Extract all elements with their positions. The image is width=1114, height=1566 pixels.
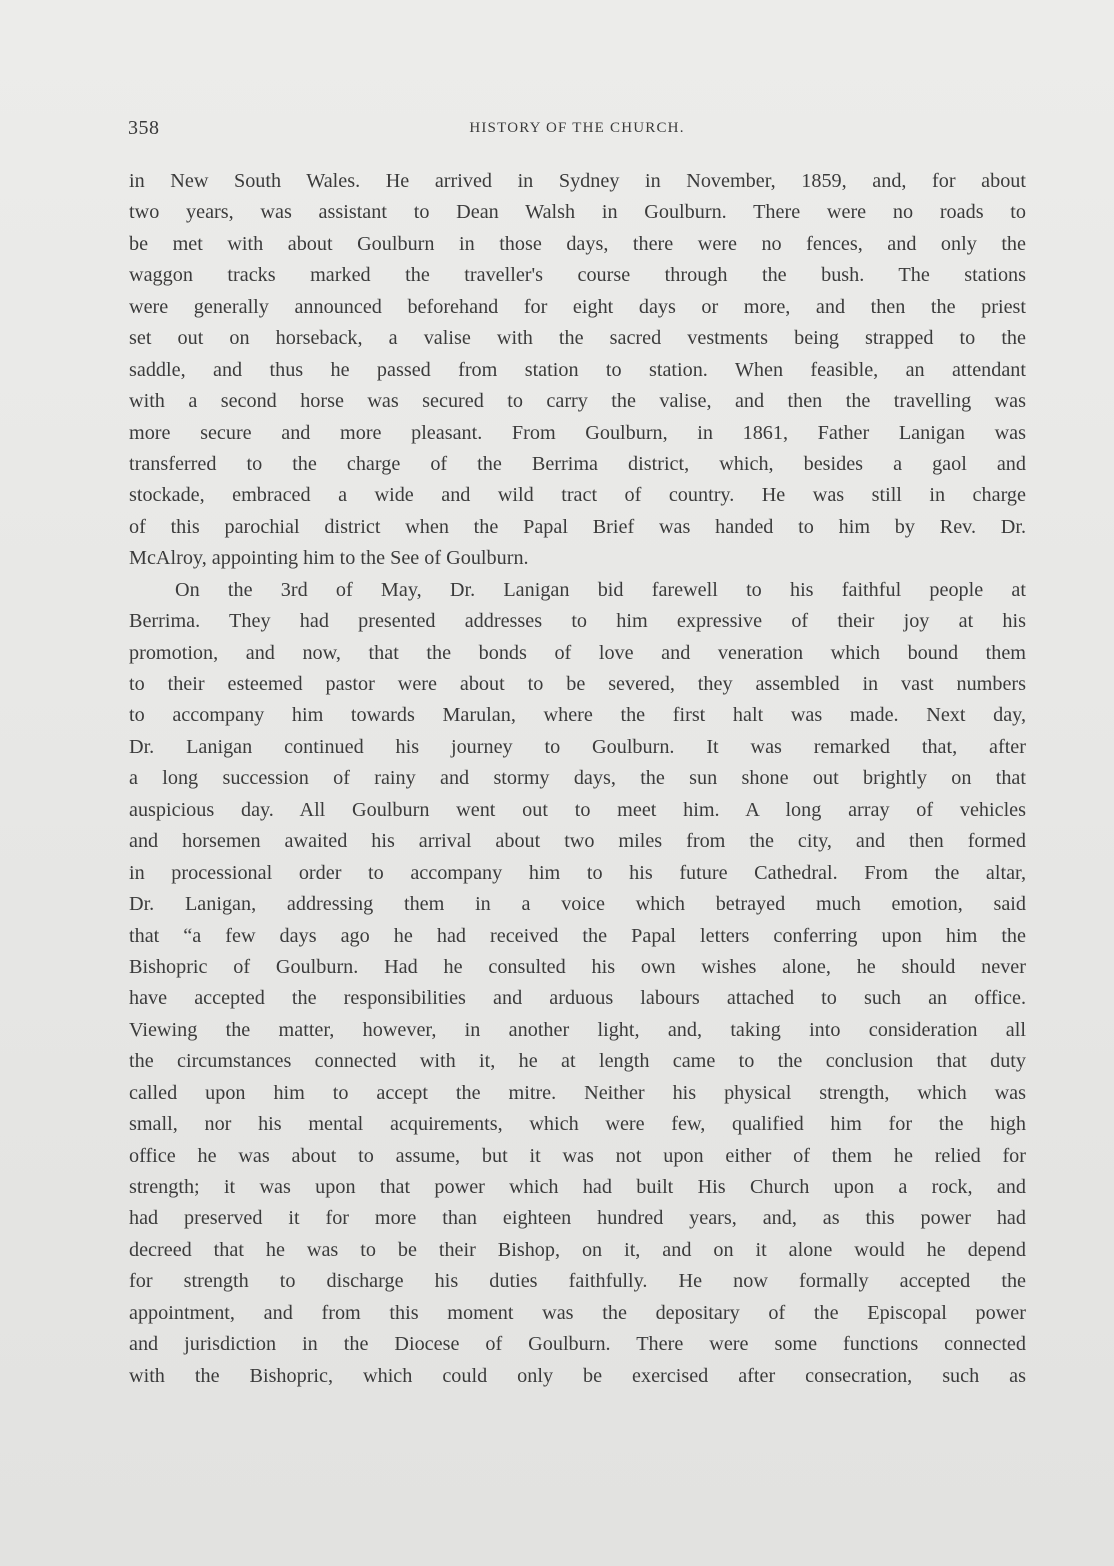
text-line: to their esteemed pastor were about to be severed, they assembled in vast numbers	[129, 673, 1026, 695]
text-line: be met with about Goulburn in those days, there were no fences, and only the	[129, 232, 1026, 255]
text-line: of this parochial district when the Papal Brief was handed to him by Rev. Dr.	[129, 515, 1026, 538]
text-line: for strength to discharge his duties faithfully. He now formally accepted the	[129, 1270, 1026, 1293]
text-line: Dr. Lanigan continued his journey to Goulburn. It was remarked that, after	[129, 735, 1026, 758]
body-text	[129, 166, 1026, 1392]
text-line: two years, was assistant to Dean Walsh in Goulburn. There were no roads to	[129, 201, 1026, 224]
text-line: small, nor his mental acquirements, which were few, qualified him for the high	[129, 1113, 1026, 1136]
text-line: Dr. Lanigan, addressing them in a voice which betrayed much emotion, said	[129, 893, 1026, 916]
text-line: On the 3rd of May, Dr. Lanigan bid farewell to his faithful people at	[175, 578, 1026, 601]
text-line: waggon tracks marked the traveller's course through the bush. The stations	[129, 264, 1026, 287]
text-line: a long succession of rainy and stormy days, the sun shone out brightly on that	[129, 767, 1026, 790]
text-line: with a second horse was secured to carry the valise, and then the travelling was	[129, 390, 1026, 413]
text-line: transferred to the charge of the Berrima district, which, besides a gaol and	[129, 452, 1026, 475]
text-line: Bishopric of Goulburn. Had he consulted his own wishes alone, he should never	[129, 955, 1026, 978]
text-line: decreed that he was to be their Bishop, on it, and on it alone would he depend	[129, 1238, 1026, 1261]
text-line: appointment, and from this moment was the depositary of the Episcopal power	[129, 1301, 1026, 1324]
text-line: the circumstances connected with it, he at length came to the conclusion that duty	[129, 1050, 1026, 1073]
page-number: 358	[128, 117, 160, 139]
text-line: office he was about to assume, but it was not upon either of them he relied for	[129, 1144, 1026, 1167]
page-header	[128, 117, 1026, 145]
text-line: Berrima. They had presented addresses to him expressive of their joy at his	[129, 610, 1026, 633]
text-line: McAlroy, appointing him to the See of Goulburn.	[129, 547, 529, 570]
text-line: Viewing the matter, however, in another light, and, taking into consideration all	[129, 1018, 1026, 1041]
paragraph-2	[129, 575, 1026, 1392]
text-line: saddle, and thus he passed from station to station. When feasible, an attendant	[129, 358, 1026, 381]
text-line: had preserved it for more than eighteen hundred years, and, as this power had	[129, 1207, 1026, 1230]
text-line: have accepted the responsibilities and arduous labours attached to such an office.	[129, 987, 1026, 1010]
running-title: HISTORY OF THE CHURCH.	[469, 120, 685, 136]
text-line: with the Bishopric, which could only be exercised after consecration, such as	[129, 1364, 1026, 1387]
text-line: stockade, embraced a wide and wild tract of country. He was still in charge	[129, 484, 1026, 507]
text-line: and jurisdiction in the Diocese of Goulburn. There were some functions connected	[129, 1333, 1026, 1356]
text-line: in processional order to accompany him to his future Cathedral. From the altar,	[129, 861, 1026, 884]
text-line: strength; it was upon that power which had built His Church upon a rock, and	[129, 1176, 1026, 1198]
text-line: to accompany him towards Marulan, where the first halt was made. Next day,	[129, 704, 1026, 727]
text-line: called upon him to accept the mitre. Neither his physical strength, which was	[129, 1081, 1026, 1104]
text-line: were generally announced beforehand for eight days or more, and then the priest	[129, 295, 1026, 318]
text-line: set out on horseback, a valise with the sacred vestments being strapped to the	[129, 327, 1026, 350]
text-line: and horsemen awaited his arrival about two miles from the city, and then formed	[129, 830, 1026, 853]
text-line: in New South Wales. He arrived in Sydney in November, 1859, and, for about	[129, 170, 1026, 192]
text-line: that “a few days ago he had received the Papal letters conferring upon him the	[129, 924, 1026, 947]
text-line: more secure and more pleasant. From Goulburn, in 1861, Father Lanigan was	[129, 421, 1026, 444]
text-line: promotion, and now, that the bonds of love and veneration which bound them	[129, 641, 1026, 664]
text-line: auspicious day. All Goulburn went out to meet him. A long array of vehicles	[129, 798, 1026, 821]
paragraph-1	[129, 166, 1026, 575]
